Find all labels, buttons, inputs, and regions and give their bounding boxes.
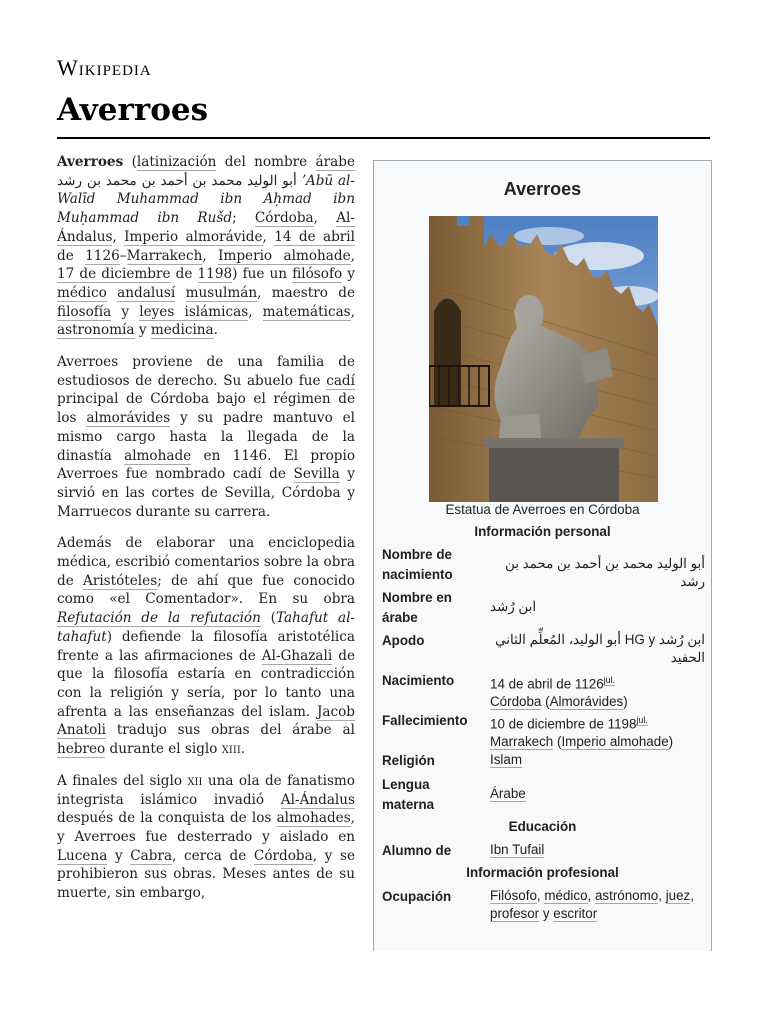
occupation-link-escritor[interactable]: escritor <box>553 906 598 921</box>
wikipedia-logo[interactable]: Wikipedia <box>57 55 152 80</box>
article-text: ( <box>123 154 137 170</box>
article-text: de <box>170 266 198 283</box>
article-link[interactable]: Al-Ándalus <box>280 791 355 808</box>
occupation-link-juez[interactable]: juez <box>665 888 691 903</box>
article-text: y su padre mantuvo el mismo cargo hasta la llegada de la dinastía <box>57 410 355 464</box>
value-death: 10 de diciembre de $1198^{jul.}$ Marrakech (Imperio almohade) <box>490 715 674 750</box>
article-link[interactable]: Sevilla <box>293 466 340 483</box>
article-link[interactable]: Marrakech <box>126 247 203 264</box>
label-teacher: Alumno de <box>382 843 452 858</box>
article-text: ) fue un <box>232 266 293 283</box>
article-text: Averroes proviene de una familia de estudiosos de derecho. Su abuelo fue <box>57 354 355 389</box>
article-text: , <box>350 303 355 320</box>
religion-link[interactable]: Islam <box>490 752 522 767</box>
article-body <box>57 153 355 916</box>
birth-place-link[interactable]: Córdoba <box>490 694 542 710</box>
article-text: , cerca de <box>172 847 254 864</box>
article-link[interactable]: cadí <box>326 372 355 389</box>
article-link[interactable]: Aristóteles <box>83 572 158 589</box>
occupation-link-astronomo[interactable]: astrónomo <box>594 888 659 903</box>
article-link[interactable]: medicina <box>150 322 214 339</box>
article-link[interactable]: hebreo <box>57 741 106 758</box>
article-link[interactable]: Córdoba <box>254 210 314 227</box>
article-text: , <box>248 303 263 320</box>
article-link[interactable]: almohade <box>124 447 192 464</box>
article-text: de <box>57 247 86 264</box>
value-birth: 14 de abril de $1126^{jul.}$ Córdoba (Almorávides) <box>490 675 628 710</box>
value-teacher <box>490 841 705 859</box>
article-link[interactable]: Lucena <box>57 847 108 864</box>
article-link[interactable]: andalusí <box>117 284 176 301</box>
occupation-link-medico[interactable]: médico <box>544 888 588 903</box>
article-text: y <box>111 303 140 320</box>
title-divider <box>57 137 710 139</box>
article-text: ( <box>260 610 276 627</box>
article-paragraph <box>57 353 355 521</box>
value-religion <box>490 751 705 769</box>
label-arabic-name: Nombre en árabe <box>382 590 452 625</box>
article-text: A finales del siglo <box>57 772 188 789</box>
article-text: , <box>350 247 355 264</box>
section-education: Educación <box>508 819 577 834</box>
article-link[interactable]: Córdoba <box>253 847 313 864</box>
label-religion: Religión <box>382 753 435 768</box>
label-birth-name: Nombre de nacimiento <box>382 547 453 582</box>
article-link[interactable]: Cabra <box>130 847 173 864</box>
birth-place-realm-link[interactable]: Almorávides <box>549 694 624 710</box>
article-link[interactable]: Al-Ghazali <box>261 647 333 664</box>
article-text: principal de Córdoba bajo el régimen de los <box>57 391 355 427</box>
infobox <box>373 160 712 951</box>
death-calendar-link[interactable]: jul. <box>636 715 648 725</box>
article-text: ʼAbū al-Walīd Muhammad ibn Aḥmad ibn Muḥammad ibn Rušd <box>57 172 356 227</box>
death-date: 10 de diciembre de 1198 <box>490 716 637 732</box>
article-text: Tahafut al-tahafut <box>57 610 356 645</box>
article-link[interactable]: Refutación de la refutación <box>57 610 261 627</box>
article-link[interactable]: Al-Ándalus <box>57 210 355 245</box>
article-link[interactable]: latinización <box>136 154 217 170</box>
article-text: después de la conquista de los <box>57 810 277 827</box>
article-text <box>107 285 117 301</box>
article-text: ; de ahí que fue conocido como «el Comentador». En su obra <box>57 572 355 608</box>
article-link[interactable]: matemáticas <box>262 303 351 320</box>
page-title: Averroes <box>57 92 209 128</box>
article-link[interactable]: médico <box>57 284 107 301</box>
article-link[interactable]: Imperio almohade <box>218 247 351 264</box>
article-link[interactable]: musulmán <box>185 284 258 301</box>
section-professional-info: Información profesional <box>466 865 619 880</box>
article-text: . <box>240 741 246 758</box>
value-language <box>490 785 705 803</box>
birth-date: 14 de abril de 1126 <box>490 676 604 692</box>
article-text: y <box>342 266 355 283</box>
article-link[interactable]: almohades <box>276 810 351 827</box>
article-link[interactable]: 1126 <box>85 247 120 264</box>
article-text: y sirvió en las cortes de Sevilla, Córdoba y Marruecos durante su carrera. <box>57 466 355 520</box>
article-link[interactable]: leyes islámicas <box>139 303 249 320</box>
article-text: , <box>112 228 125 245</box>
article-link[interactable]: 17 de diciembre <box>57 266 171 283</box>
article-text: tradujo sus obras del árabe al <box>106 722 355 739</box>
infobox-title: Averroes <box>503 179 582 199</box>
article-text: , y se prohibieron sus obras. Meses antes de su muerte, sin embargo, <box>57 847 355 902</box>
article-text: del nombre <box>216 154 316 170</box>
section-personal-info: Información personal <box>474 524 611 539</box>
value-arabic-name: ابن رُشد <box>490 599 537 614</box>
article-link[interactable]: árabe <box>315 154 355 170</box>
article-text: , <box>313 210 337 227</box>
article-text: . <box>213 322 218 339</box>
article-text: Además de elaborar una enciclopedia médica, escribió comentarios sobre la obra de <box>57 535 355 589</box>
teacher-link[interactable]: Ibn Tufail <box>490 842 545 857</box>
article-text: y <box>134 322 151 339</box>
label-nickname: Apodo <box>382 633 425 648</box>
label-death: Fallecimiento <box>382 713 468 728</box>
language-link[interactable]: Árabe <box>490 786 526 801</box>
article-text: una ola de fanatismo integrista islámico invadió <box>57 772 355 808</box>
article-text: , maestro de <box>257 284 356 301</box>
occupation-link-profesor[interactable]: profesor <box>490 906 540 921</box>
article-link[interactable]: Imperio almorávide <box>124 228 263 245</box>
article-link[interactable]: almorávides <box>86 410 171 427</box>
value-birth-name: أبو الوليد محمد بن أحمد بن محمد بن رشد <box>505 556 705 589</box>
article-text: , <box>202 247 219 264</box>
death-place-link[interactable]: Marrakech <box>490 734 554 750</box>
article-text: xii <box>187 772 203 789</box>
article-text <box>175 285 185 301</box>
article-text: ; <box>232 210 255 227</box>
article-text: de que la filosofía estaría en contradicción con la religión y sería, por lo tanto una afrenta a las enseñanzas del islam. <box>57 647 355 720</box>
article-link[interactable]: filósofo <box>292 266 343 283</box>
article-text: Averroes <box>57 154 124 170</box>
label-birth: Nacimiento <box>382 673 455 688</box>
article-paragraph <box>57 153 355 340</box>
article-text: أبو الوليد محمد بن أحمد بن محمد بن رشد <box>57 172 297 189</box>
article-text: ) defiende la filosofía aristotélica frente a las afirmaciones de <box>57 628 355 664</box>
article-text: en 1146. El propio Averroes fue nombrado cadí de <box>57 447 355 483</box>
article-text: , <box>262 228 275 245</box>
article-text: y <box>107 847 131 864</box>
value-occupation: Filósofo, médico, astrónomo, juez, profesor y escritor <box>490 888 694 921</box>
label-occupation: Ocupación <box>382 889 452 904</box>
article-paragraph <box>57 772 355 903</box>
article-text: , y Averroes fue desterrado y aislado en <box>57 810 355 845</box>
article-link[interactable]: Jacob Anatoli <box>57 703 355 739</box>
infobox-image-caption: Estatua de Averroes en Córdoba <box>445 502 640 517</box>
article-text: xiii <box>221 741 241 758</box>
birth-calendar-link[interactable]: jul. <box>603 675 616 685</box>
death-place-realm-link[interactable]: Imperio almohade <box>561 734 669 750</box>
value-nickname: ابن رُشد HG y أبو الوليد، المُعلِّم الثاني الحفيد <box>495 632 705 665</box>
article-link[interactable]: filosofía <box>57 303 112 320</box>
label-language: Lengua materna <box>382 777 435 812</box>
article-paragraph <box>57 534 355 758</box>
averroes-statue-image[interactable] <box>429 216 658 502</box>
article-link[interactable]: astronomía <box>57 322 135 339</box>
article-link[interactable]: 14 de abril <box>274 228 355 245</box>
occupation-link-filosofo[interactable]: Filósofo <box>490 888 537 903</box>
article-text: durante el siglo <box>105 741 222 758</box>
article-link[interactable]: 1198 <box>197 266 233 283</box>
article-text: – <box>119 247 127 264</box>
